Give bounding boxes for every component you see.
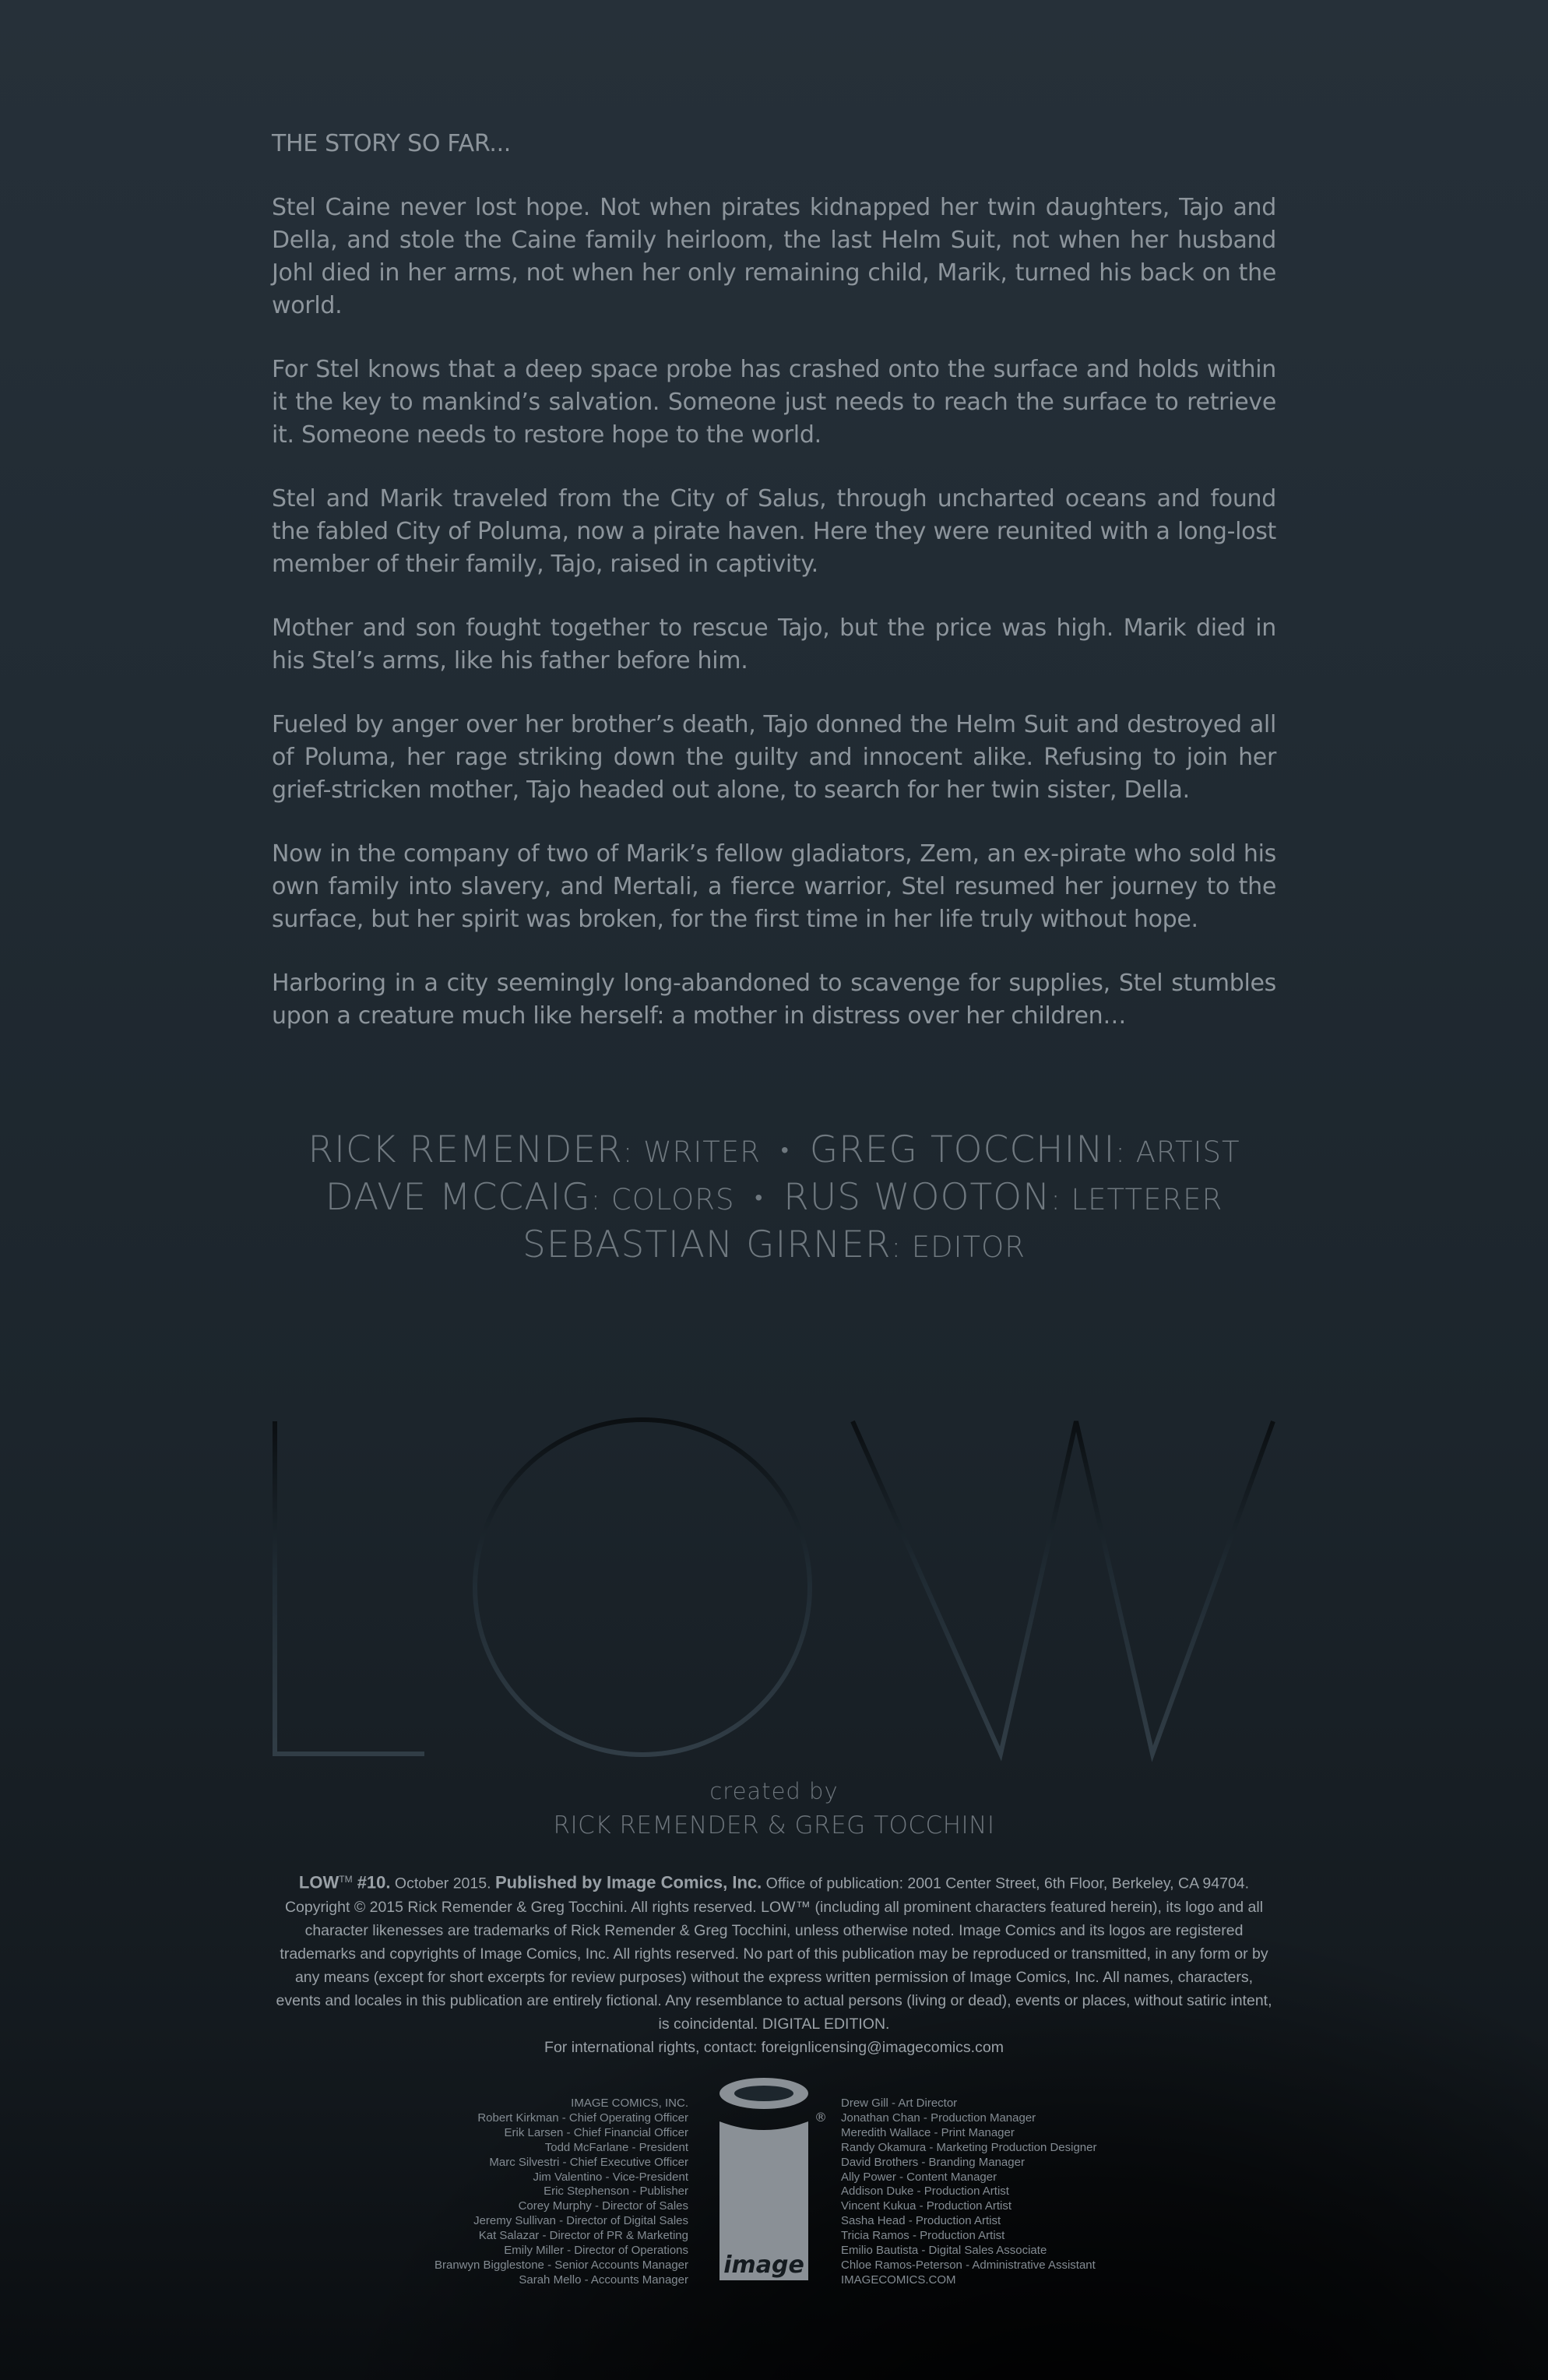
- legal-body: Office of publication: 2001 Center Street, 6th Floor, Berkeley, CA 94704. Copyright © 2015 Rick Remender & Greg Tocchini. All rights reserved. LOW™ (including all prominent characters featured herein), its logo and all character likenesses are trademarks of Rick Remender & Greg Tocchini, unless otherwise noted. Image Comics and its logos are registered trademarks and copyrights of Image Comics, Inc. All rights reserved. No part of this publication may be reproduced or transmitted, in any form or by any means (except for short excerpts for review purposes) without the express written permission of Image Comics, Inc. All names, characters, events and locales in this publication are entirely fictional. Any resemblance to actual persons (living or dead), events or places, without satiric intent, is coincidental. DIGITAL EDITION.: [276, 1875, 1272, 2033]
- artist-role: : ARTIST: [1115, 1135, 1240, 1169]
- registered-mark: ®: [814, 2110, 827, 2125]
- image-logo-wordmark: image: [723, 2251, 804, 2279]
- artist-name: GREG TOCCHINI: [809, 1128, 1116, 1171]
- left-staff-line: Erik Larsen - Chief Financial Officer: [504, 2125, 688, 2139]
- creator-names: RICK REMENDER & GREG TOCCHINI: [553, 1811, 995, 1840]
- left-staff-line: Marc Silvestri - Chief Executive Officer: [489, 2155, 688, 2169]
- credits-line-1: [0, 1128, 1548, 1175]
- right-staff-line: Ally Power - Content Manager: [841, 2170, 997, 2184]
- image-comics-logo: [713, 2076, 830, 2287]
- colorist-role: : COLORS: [590, 1183, 735, 1216]
- left-staff-line: Jeremy Sullivan - Director of Digital Sales: [473, 2214, 688, 2228]
- editor-name: SEBASTIAN GIRNER: [522, 1223, 892, 1266]
- left-staff-line: Emily Miller - Director of Operations: [504, 2244, 688, 2258]
- right-staff-line: David Brothers - Branding Manager: [841, 2155, 1025, 2169]
- right-staff-line: Jonathan Chan - Production Manager: [841, 2111, 1036, 2125]
- story-heading: THE STORY SO FAR...: [272, 130, 512, 157]
- right-staff-line: Drew Gill - Art Director: [841, 2097, 958, 2110]
- right-staff-line: Addison Duke - Production Artist: [841, 2185, 1009, 2199]
- created-by-block: [0, 1776, 1548, 1844]
- logo-letter-o: [475, 1420, 810, 1755]
- credits-line-2: [0, 1175, 1548, 1223]
- left-staff-line: Branwyn Bigglestone - Senior Accounts Manager: [434, 2258, 688, 2272]
- story-paragraph: Stel Caine never lost hope. Not when pirates kidnapped her twin daughters, Tajo and Della, and stole the Caine family heirloom, the last Helm Suit, not when her husband Johl died in her arms, not when her only remaining child, Marik, turned his back on the world.: [272, 194, 1276, 319]
- story-paragraph: Harboring in a city seemingly long-abandoned to scavenge for supplies, Stel stumbles upon a creature much like herself: a mother in distress over her children…: [272, 970, 1276, 1030]
- logo-letter-l: [275, 1421, 424, 1754]
- left-staff-line: Sarah Mello - Accounts Manager: [519, 2273, 688, 2287]
- left-staff-line: Jim Valentino - Vice-President: [533, 2170, 688, 2184]
- story-paragraph: For Stel knows that a deep space probe has crashed onto the surface and holds within it the key to mankind’s salvation. Someone just needs to reach the surface to retrieve it. Someone needs to restore hope to the world.: [272, 356, 1276, 449]
- left-staff-line: Kat Salazar - Director of PR & Marketing: [478, 2229, 688, 2243]
- credit-separator: •: [780, 1137, 790, 1163]
- created-by-label: created by: [709, 1778, 839, 1804]
- story-paragraph: Fueled by anger over her brother’s death, Tajo donned the Helm Suit and destroyed all of Poluma, her rage striking down the guilty and innocent alike. Refusing to join her grief-stricken mother, Tajo headed out alone, to search for her twin sister, Della.: [272, 711, 1276, 804]
- staff-list-left: [299, 2097, 688, 2288]
- legal-tm: TM: [339, 1874, 353, 1885]
- story-recap: [272, 128, 1276, 1033]
- right-staff-line: Tricia Ramos - Production Artist: [841, 2229, 1005, 2243]
- story-paragraph: Stel and Marik traveled from the City of Salus, through uncharted oceans and found the fabled City of Poluma, now a pirate haven. Here they were reunited with a long-lost member of their family, Tajo, raised in captivity.: [272, 485, 1276, 578]
- legal-publisher: Published by Image Comics, Inc.: [494, 1872, 762, 1892]
- left-staff-line: Robert Kirkman - Chief Operating Officer: [477, 2111, 688, 2125]
- legal-title: LOW: [298, 1872, 340, 1892]
- right-staff-line: Meredith Wallace - Print Manager: [841, 2125, 1015, 2139]
- letterer-name: RUS WOOTON: [783, 1176, 1051, 1219]
- editor-role: : EDITOR: [891, 1230, 1026, 1264]
- credit-separator: •: [755, 1185, 764, 1210]
- right-staff-line: Vincent Kukua - Production Artist: [841, 2199, 1012, 2213]
- low-logo: [265, 1406, 1285, 1772]
- credits-line-3: [0, 1223, 1548, 1270]
- writer-name: RICK REMENDER: [308, 1128, 623, 1171]
- story-paragraph: Now in the company of two of Marik’s fellow gladiators, Zem, an ex-pirate who sold his own family into slavery, and Mertali, a fierce warrior, Stel resumed her journey to the surface, but her spirit was broken, for the first time in her life truly without hope.: [272, 840, 1276, 933]
- legal-issue: #10.: [352, 1872, 391, 1892]
- right-staff-line: IMAGECOMICS.COM: [841, 2273, 956, 2287]
- legal-indicia: [272, 1868, 1276, 2059]
- legal-date: October 2015.: [390, 1875, 495, 1892]
- credits-block: [0, 1128, 1548, 1270]
- legal-rights-contact: For international rights, contact: foreignlicensing@imagecomics.com: [544, 2038, 1004, 2056]
- colorist-name: DAVE MCCAIG: [325, 1176, 591, 1219]
- writer-role: : WRITER: [622, 1135, 761, 1169]
- left-staff-line: IMAGE COMICS, INC.: [571, 2097, 688, 2110]
- left-staff-line: Eric Stephenson - Publisher: [544, 2185, 688, 2199]
- logo-letter-w: [853, 1421, 1273, 1754]
- right-staff-line: Emilio Bautista - Digital Sales Associate: [841, 2244, 1047, 2258]
- right-staff-line: Chloe Ramos-Peterson - Administrative Assistant: [841, 2258, 1096, 2272]
- letterer-role: : LETTERER: [1050, 1183, 1223, 1216]
- right-staff-line: Randy Okamura - Marketing Production Designer: [841, 2140, 1097, 2154]
- left-staff-line: Todd McFarlane - President: [544, 2140, 688, 2154]
- right-staff-line: Sasha Head - Production Artist: [841, 2214, 1001, 2228]
- staff-list-right: [841, 2097, 1230, 2288]
- left-staff-line: Corey Murphy - Director of Sales: [518, 2199, 688, 2213]
- story-paragraph: Mother and son fought together to rescue Tajo, but the price was high. Marik died in his Stel’s arms, like his father before him.: [272, 614, 1276, 674]
